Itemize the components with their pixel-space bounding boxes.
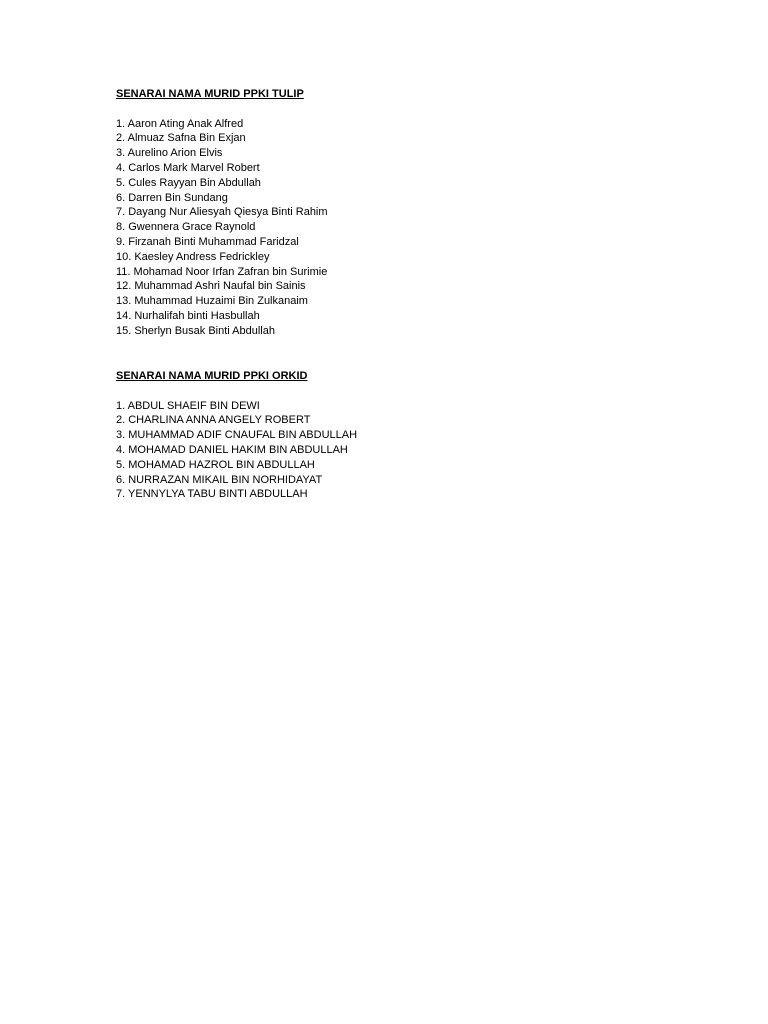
- list-item: 5. Cules Rayyan Bin Abdullah: [116, 176, 261, 189]
- section-ppki-orkid: [116, 369, 357, 502]
- list-item: 7. YENNYLYA TABU BINTI ABDULLAH: [116, 488, 308, 501]
- section-ppki-tulip: [116, 87, 328, 339]
- list-item: 4. Carlos Mark Marvel Robert: [116, 161, 260, 174]
- student-list-orkid: [116, 399, 357, 503]
- list-item: 6. Darren Bin Sundang: [116, 191, 228, 204]
- list-item: 3. MUHAMMAD ADIF CNAUFAL BIN ABDULLAH: [116, 429, 358, 442]
- list-item: 12. Muhammad Ashri Naufal bin Sainis: [116, 280, 306, 293]
- list-item: 2. Almuaz Safna Bin Exjan: [116, 132, 246, 145]
- list-item: 10. Kaesley Andress Fedrickley: [116, 250, 270, 263]
- list-item: 4. MOHAMAD DANIEL HAKIM BIN ABDULLAH: [116, 443, 348, 456]
- section-title-orkid: SENARAI NAMA MURID PPKI ORKID: [116, 370, 308, 382]
- list-item: 3. Aurelino Arion Elvis: [116, 147, 223, 160]
- list-item: 13. Muhammad Huzaimi Bin Zulkanaim: [116, 295, 308, 308]
- list-item: 8. Gwennera Grace Raynold: [116, 221, 256, 234]
- list-item: 2. CHARLINA ANNA ANGELY ROBERT: [116, 414, 311, 427]
- list-item: 9. Firzanah Binti Muhammad Faridzal: [116, 235, 299, 248]
- list-item: 15. Sherlyn Busak Binti Abdullah: [116, 324, 275, 337]
- student-list-tulip: [116, 117, 328, 339]
- list-item: 1. ABDUL SHAEIF BIN DEWI: [116, 399, 260, 412]
- list-item: 14. Nurhalifah binti Hasbullah: [116, 309, 260, 322]
- list-item: 5. MOHAMAD HAZROL BIN ABDULLAH: [116, 458, 315, 471]
- section-title-tulip: SENARAI NAMA MURID PPKI TULIP: [116, 88, 304, 100]
- list-item: 7. Dayang Nur Aliesyah Qiesya Binti Rahim: [116, 206, 328, 219]
- list-item: 11. Mohamad Noor Irfan Zafran bin Surimie: [116, 265, 328, 278]
- list-item: 1. Aaron Ating Anak Alfred: [116, 117, 244, 130]
- list-item: 6. NURRAZAN MIKAIL BIN NORHIDAYAT: [116, 473, 323, 486]
